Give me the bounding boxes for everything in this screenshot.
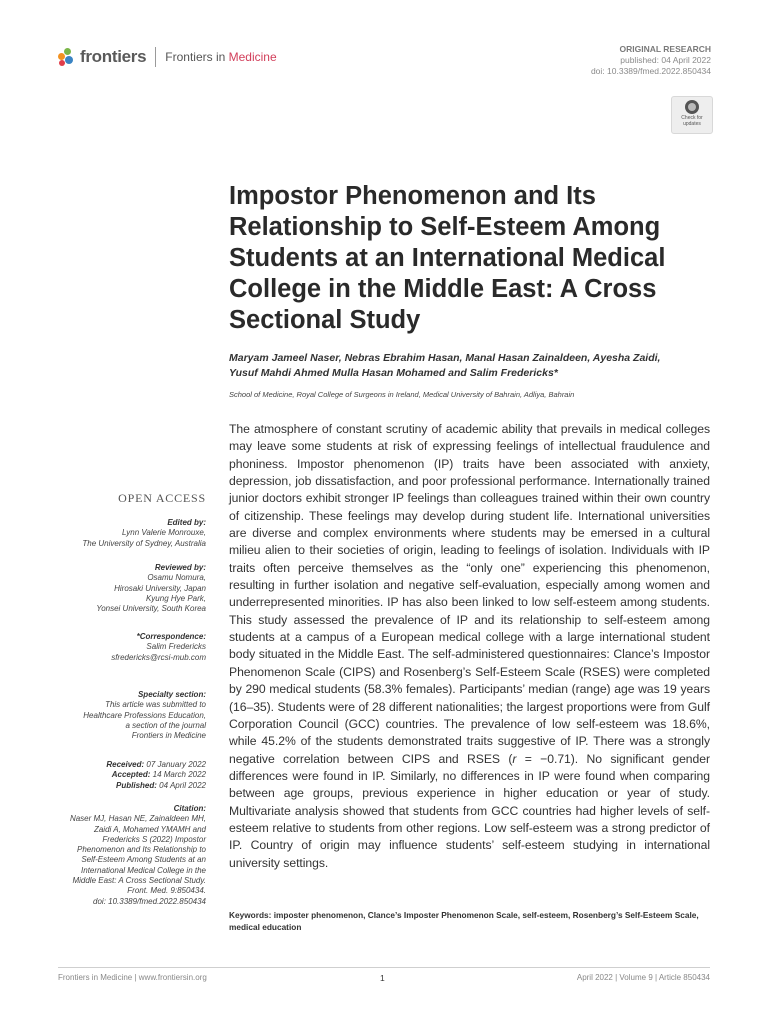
keywords: Keywords: imposter phenomenon, Clance’s Imposter Phenomenon Scale, self-esteem, Rosenberg’s Self-Esteem Scale, medical education xyxy=(229,910,699,932)
correspondence-name: Salim Fredericks xyxy=(146,642,206,652)
correspondence-label: *Correspondence: xyxy=(136,632,206,641)
abstract xyxy=(229,421,710,872)
citation-line-6: International Medical College in the xyxy=(81,865,206,875)
reviewed-by-section xyxy=(46,563,206,614)
footer-divider xyxy=(58,967,710,968)
journal-title-accent: Medicine xyxy=(228,50,277,64)
citation-line-3: Fredericks S (2022) Impostor xyxy=(102,834,206,844)
reviewer-2-affiliation: Yonsei University, South Korea xyxy=(96,604,206,614)
abstract-r-symbol: r xyxy=(512,751,517,766)
article-title: Impostor Phenomenon and Its Relationship to Self-Esteem Among Students at an International Medical College in the Middle East: A Cross Sectional Study xyxy=(229,182,666,334)
editor-name: Lynn Valerie Monrouxe, xyxy=(121,528,206,538)
affiliation: School of Medicine, Royal College of Surgeons in Ireland, Medical University of Bahrain, Adliya, Bahrain xyxy=(229,390,575,399)
reviewer-1-affiliation: Hirosaki University, Japan xyxy=(114,583,206,593)
citation-doi[interactable]: doi: 10.3389/fmed.2022.850434 xyxy=(93,896,206,906)
check-updates-label-1: Check for xyxy=(681,115,703,121)
frontiers-logo[interactable] xyxy=(58,47,277,67)
received-label: Received: xyxy=(106,760,145,769)
citation-line-1: Naser MJ, Hasan NE, Zainaldeen MH, xyxy=(69,814,206,824)
edited-by-section xyxy=(46,518,206,549)
received-date xyxy=(46,760,206,770)
reviewer-1-name: Osamu Nomura, xyxy=(147,573,206,583)
citation-line-5: Self-Esteem Among Students at an xyxy=(81,855,206,865)
editor-affiliation: The University of Sydney, Australia xyxy=(82,538,206,548)
authors-line-1: Maryam Jameel Naser, Nebras Ebrahim Hasan, Manal Hasan Zainaldeen, Ayesha Zaidi, xyxy=(229,352,661,364)
article-doi[interactable]: doi: 10.3389/fmed.2022.850434 xyxy=(590,66,711,76)
specialty-section xyxy=(46,690,206,741)
journal-prefix: Frontiers in xyxy=(165,50,229,64)
citation-line-4: Phenomenon and Its Relationship to xyxy=(77,845,206,855)
reviewed-by-label: Reviewed by: xyxy=(154,563,206,572)
citation-label: Citation: xyxy=(173,804,206,813)
check-updates-label-2: updates xyxy=(683,121,701,127)
citation-line-8: Front. Med. 9:850434. xyxy=(127,886,206,896)
citation-line-2: Zaidi A, Mohamed YMAMH and xyxy=(93,824,206,834)
correspondence-section xyxy=(46,632,206,663)
correspondence-email[interactable]: sfredericks@rcsi-mub.com xyxy=(111,652,206,662)
article-type: ORIGINAL RESEARCH xyxy=(619,44,711,54)
author-list xyxy=(229,351,709,381)
frontiers-logo-icon xyxy=(58,48,76,66)
abstract-text-1: The atmosphere of constant scrutiny of academic ability that prevails in medical colleges may leave some students at risk of expressing feelings of intellectual fraudulence and phoniness. Impostor phenomenon (IP) traits have been associated with anxiety, depression, job dissatisfaction, and poor professional performance. Internationally trained junior doctors exhibit stronger IP feelings than colleagues trained within their own country of citizenship. These feelings may develop during student life. International universities are diverse and complex environments where students may be emersed in a cultural milieu alien to their societies of origin, leading to feelings of isolation. Individuals with IP traits often perceive themselves as the “only one” experiencing this phenomenon, resulting in further isolation and negative self-evaluation, especially among women and underrepresented minorities. IP has also been linked to low self-esteem among students. This study assessed the prevalence of IP and its relationship to self-esteem among students at a campus of a European medical college with a large international student body situated in the Middle East. The self-administered questionnaires: Clance’s Impostor Phenomenon Scale (CIPS) and Rosenberg’s Self-Esteem Scale (RSES) were completed by 290 medical students (58.3% females). Participants’ median (range) age was 19 years (16–35). Students were of 28 different nationalities; the largest proportions were from Gulf Corporation Council (GCC) countries. The prevalence of low self-esteem was 18.6%, while 45.2% of the students demonstrated traits suggestive of IP. There was a strongly negative correlation between CIPS and RSES ( xyxy=(229,422,710,766)
specialty-line-1: This article was submitted to xyxy=(105,700,206,710)
check-updates-icon xyxy=(685,100,699,114)
check-for-updates-button[interactable] xyxy=(671,96,713,134)
reviewer-2-name: Kyung Hye Park, xyxy=(145,593,206,603)
footer-journal-link[interactable]: Frontiers in Medicine | www.frontiersin.org xyxy=(58,973,207,982)
authors-line-2: Yusuf Mahdi Ahmed Mulla Hasan Mohamed and Salim Fredericks* xyxy=(229,367,558,379)
specialty-line-3: a section of the journal xyxy=(125,720,206,730)
specialty-line-4: Frontiers in Medicine xyxy=(131,731,206,741)
dates-section xyxy=(46,760,206,791)
sidebar-published-date xyxy=(46,781,206,791)
citation-line-7: Middle East: A Cross Sectional Study. xyxy=(72,876,206,886)
open-access-label: OPEN ACCESS xyxy=(118,491,206,505)
page-number: 1 xyxy=(380,973,385,983)
logo-wordmark: frontiers xyxy=(80,47,147,66)
accepted-label: Accepted: xyxy=(111,770,151,780)
received-value: 07 January 2022 xyxy=(144,760,206,769)
specialty-label: Specialty section: xyxy=(137,690,206,699)
accepted-date xyxy=(46,770,206,780)
citation-section xyxy=(46,804,206,907)
published-label: Published: xyxy=(116,780,157,790)
journal-name[interactable] xyxy=(165,50,276,64)
accepted-value: 14 March 2022 xyxy=(150,770,206,780)
specialty-line-2: Healthcare Professions Education, xyxy=(83,710,206,720)
published-date: published: 04 April 2022 xyxy=(620,55,711,65)
edited-by-label: Edited by: xyxy=(167,518,206,527)
article-meta xyxy=(591,44,711,77)
footer-issue-info: April 2022 | Volume 9 | Article 850434 xyxy=(576,973,710,982)
logo-separator xyxy=(155,47,156,67)
abstract-text-2: = −0.71). No significant gender differences were found in IP. Similarly, no differences in IP were found when comparing between age groups, previous experience in higher education or year of study. Multivariate analysis showed that students from GCC countries had higher levels of self-esteem relative to students from other regions. Low self-esteem was a strong predictor of IP. Country of origin may influence students’ self-esteem studying in international university settings. xyxy=(229,751,710,870)
published-value: 04 April 2022 xyxy=(156,780,206,790)
